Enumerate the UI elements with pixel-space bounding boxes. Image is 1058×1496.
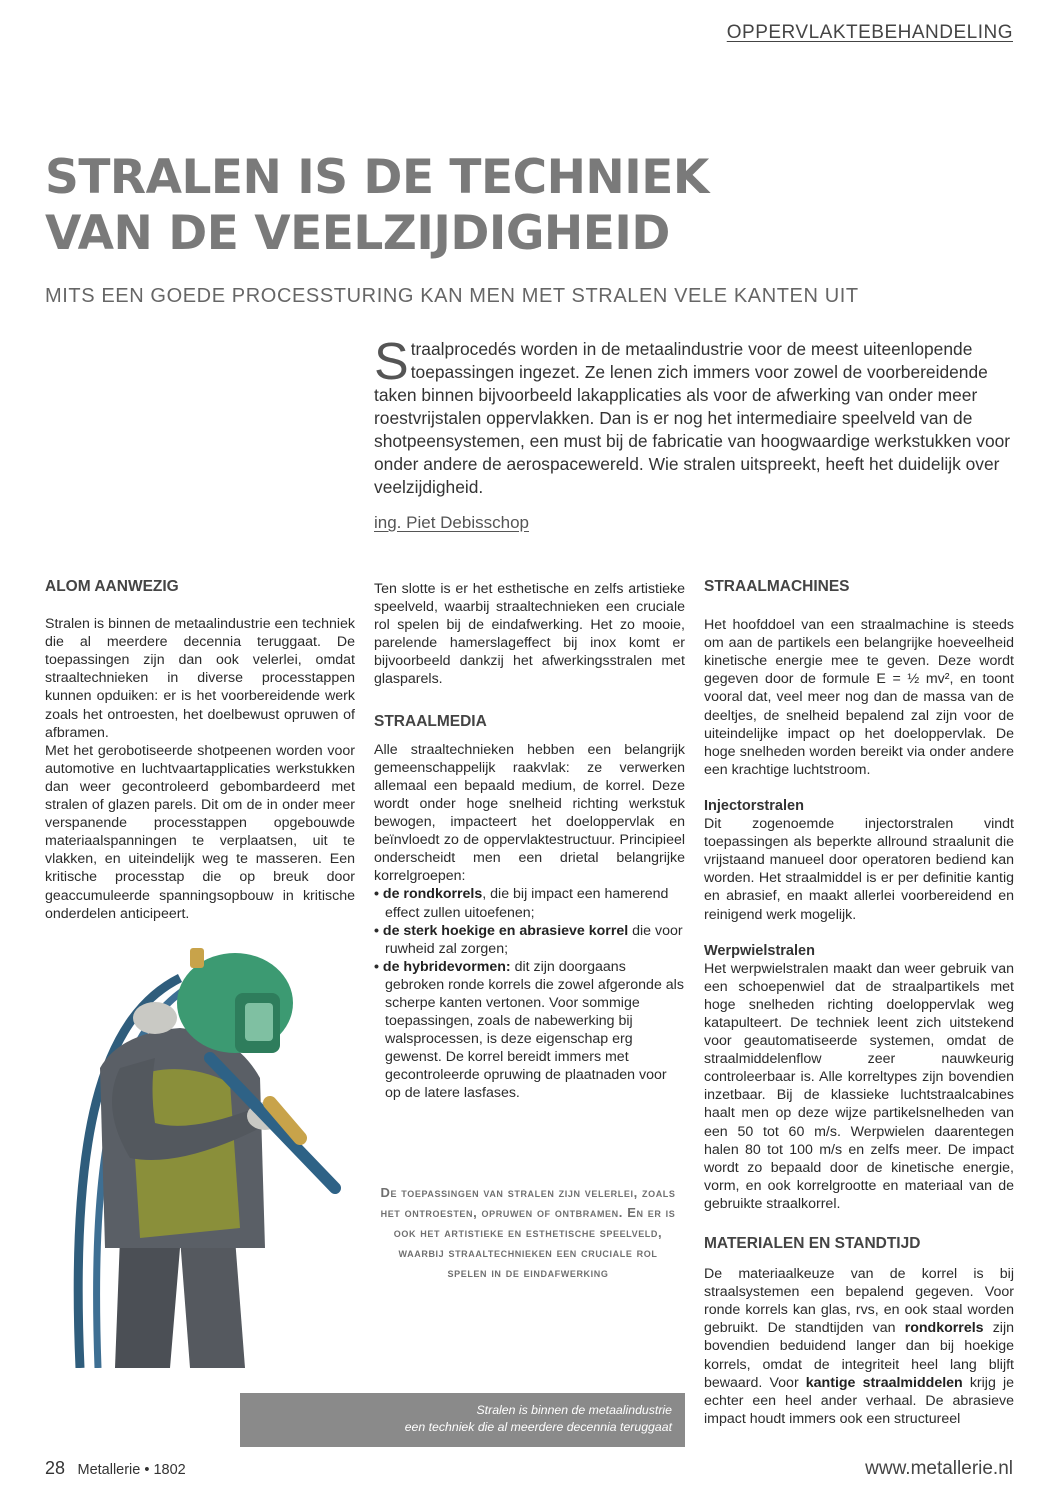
column-3 <box>704 578 1014 1428</box>
col3-paragraph-4: De materiaalkeuze van de korrel is bij straalsystemen een bepalend gegeven. Voor ronde korrels kan glas, rvs, en ook staal worden gebruikt. De standtijden van rondkorrels zijn bovendien beduidend langer dan bij hoekige korrels, omdat de integriteit heel lang blijft bewaard. Voor kantige straalmiddelen krijg je echter een heel ander verhaal. De abrasieve impact houdt immers ook een structureel <box>704 1266 1014 1427</box>
korrelgroepen-list <box>374 885 685 1102</box>
col3-paragraph-2: Dit zogenoemde injectorstralen vindt toepassingen als beperkte allround straalunit die vrijstaand manueel door operatoren bediend kan worden. Het straalmiddel is er per definitie kantig en abrasief, en maakt allerlei voorbereidend en reinigend werk mogelijk. <box>704 816 1014 923</box>
column-2 <box>374 580 685 1103</box>
page-number: 28 <box>45 1458 66 1478</box>
title-line-2: VAN DE VEELZIJDIGHEID <box>45 206 670 261</box>
footer-left <box>45 1458 186 1479</box>
lead-text: traalprocedés worden in de metaalindustrie voor de meest uiteenlopende toepassingen ingezet. Ze lenen zich immers voor zowel de voorbereidende taken binnen bijvoorbeeld lakapplicaties als voor de afwerking van onder meer roestvrijstalen oppervlakken. Dan is er nog het intermediaire speelveld van de shotpeensystemen, een must bij de fabricatie van hoogwaardige werkstukken voor onder andere de aerospacewereld. Wie stralen uitspreekt, heeft het duidelijk over veelzijdigheid. <box>374 339 1011 497</box>
author-byline: ing. Piet Debisschop <box>374 513 529 532</box>
title-line-1: STRALEN IS DE TECHNIEK <box>45 150 709 205</box>
publication-issue: Metallerie • 1802 <box>77 1462 186 1478</box>
drop-cap: S <box>374 333 409 391</box>
photo-caption <box>240 1393 685 1447</box>
heading-materialen-en-standtijd: MATERIALEN EN STANDTIJD <box>704 1235 921 1252</box>
list-item: • de rondkorrels, die bij impact een hamerend effect zullen uitoefenen; <box>374 885 685 921</box>
column-1 <box>45 578 355 923</box>
col2-paragraph-1: Ten slotte is er het esthetische en zelfs artistieke speelveld, waarbij straaltechnieken een cruciale rol spelen bij de eindafwerking. Het zo mooie, parelende hamerslageffect bij inox komt er bijvoorbeeld dankzij het afwerkingsstralen met glasparels. <box>374 581 685 688</box>
list-item: • de hybridevormen: dit zijn doorgaans gebroken ronde korrels die zowel afgeronde als scherpe kanten vertonen. Voor sommige toepassingen, zoals de nabewerking bij walsprocessen, is deze eigenschap erg gewenst. De korrel bereidt immers met gecontroleerde opruwing de plaatnaden voor op de latere lasfases. <box>374 958 685 1103</box>
caption-line-2: een techniek die al meerdere decennia teruggaat <box>404 1420 672 1434</box>
article-subtitle: MITS EEN GOEDE PROCESSTURING KAN MEN MET STRALEN VELE KANTEN UIT <box>45 285 859 307</box>
col1-paragraph-2: Met het gerobotiseerde shotpeenen worden voor automotive en luchtvaartapplicaties werkstukken dan weer gecontroleerd gebombardeerd met stralen of glazen parels. Dit om de in onder meer verspanende processtappen opgebouwde materiaalspanningen te verplaatsen, uit te vlakken, en uiteindelijk weg te masseren. Een kritische processtap die op breuk door geaccumuleerde spanningsopbouw in kritische onderdelen anticipeert. <box>45 742 355 922</box>
lead-paragraph <box>374 333 1014 499</box>
col3-paragraph-1: Het hoofddoel van een straalmachine is steeds om aan de partikels een belangrijke hoeveelheid kinetische energie mee te geven. Deze wordt gegeven door de formule E = ½ mv², en toont vooral dat, veel meer nog dan de massa van de deeltjes, de snelheid bepalend zal zijn voor de uiteindelijke impact op het doeloppervlak. De hoge snelheden worden bereikt via onder andere een krachtige luchtstroom. <box>704 617 1014 778</box>
heading-straalmedia: STRAALMEDIA <box>374 712 487 730</box>
list-item: • de sterk hoekige en abrasieve korrel die voor ruwheid zal zorgen; <box>374 922 685 958</box>
heading-injectorstralen: Injectorstralen <box>704 797 804 814</box>
heading-alom-aanwezig: ALOM AANWEZIG <box>45 578 179 595</box>
col1-paragraph-1: Stralen is binnen de metaalindustrie een techniek die al meerdere decennia teruggaat. De toepassingen zijn dan ook velerlei, omdat straaltechnieken in diverse processtappen kunnen opduiken: er is het voorbereidende werk zoals het ontroesten, het doelbewust opruwen of afbramen. <box>45 616 355 741</box>
heading-straalmachines: STRAALMACHINES <box>704 578 850 595</box>
website-link[interactable]: www.metallerie.nl <box>865 1458 1013 1479</box>
caption-line-1: Stralen is binnen de metaalindustrie <box>476 1403 672 1417</box>
heading-werpwielstralen: Werpwielstralen <box>704 942 815 959</box>
col3-paragraph-3: Het werpwielstralen maakt dan weer gebruik van een schoepenwiel dat de straalpartikels met hoge snelheden richting doeloppervlak weg katapulteert. De techniek leent zich uitstekend voor geautomatiseerde systemen, omdat de straalmiddelenflow zeer nauwkeurig controleerbaar is. Alle korreltypes zijn bovendien inzetbaar. Bij de klassieke luchtstraalcabines haalt men op deze wijze partikelsnelheden van een 50 tot 60 m/s. Werpwielen daarentegen halen 80 tot 100 m/s en zelfs meer. De impact wordt zo bepaald door de kinetische energie, vorm, en ook korrelgrootte en materiaal van de gebruikte straalkorrel. <box>704 960 1014 1212</box>
sandblasting-worker-photo <box>60 938 360 1368</box>
pull-quote: De toepassingen van stralen zijn velerlei, zoals het ontroesten, opruwen of ontbramen. En er is ook het artistieke en esthetische speelveld, waarbij straaltechnieken een cruciale rol spelen in de eindafwerking <box>380 1185 676 1280</box>
col2-paragraph-2: Alle straaltechnieken hebben een belangrijk gemeenschappelijk raakvlak: ze verwerken allemaal een bepaald medium, de korrel. Deze wordt onder hoge snelheid richting werkstuk bewogen, impacteert het doeloppervlak en beïnvloedt zo de oppervlaktestructuur. Principieel onderscheidt men een drietal belangrijke korrelgroepen: <box>374 741 685 885</box>
article-title <box>45 150 709 262</box>
section-tag: OPPERVLAKTEBEHANDELING <box>726 22 1013 43</box>
